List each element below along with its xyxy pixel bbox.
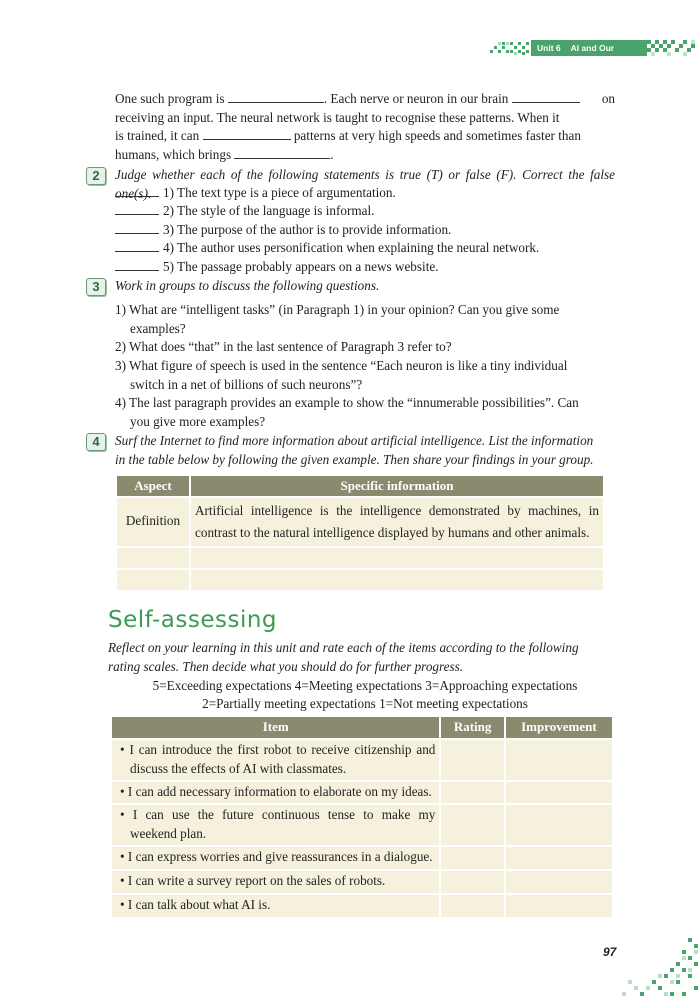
aspect-cell: Definition [116,497,190,547]
improvement-cell[interactable] [505,870,613,894]
assessment-item: • I can talk about what AI is. [111,894,440,918]
aspect-cell-empty[interactable] [116,569,190,591]
info-cell-empty[interactable] [190,547,604,569]
unit-title: AI and Our Future [537,43,615,69]
discussion-question: 2) What does “that” in the last sentence of Paragraph 3 refer to? [115,339,452,354]
assessment-item: • I can introduce the first robot to receive citizenship and discuss the effects of AI with classmates. [111,739,440,781]
column-header-improvement: Improvement [505,716,613,739]
answer-blank[interactable] [115,240,159,252]
header-pixel-decoration [488,40,532,56]
rating-cell[interactable] [440,870,504,894]
column-header-aspect: Aspect [116,475,190,497]
fill-blank[interactable] [228,90,324,103]
discussion-question: 3) What figure of speech is used in the sentence “Each neuron is like a tiny individual switch in a net of billions of such neurons”? [115,358,568,392]
tf-item: 2) The style of the language is informal. [115,202,374,221]
discussion-question: 4) The last paragraph provides an example to show the “innumerable possibilities”. Can you give more examples? [115,395,579,429]
improvement-cell[interactable] [505,781,613,804]
column-header-rating: Rating [440,716,504,739]
column-header-specific-info: Specific information [190,475,604,497]
info-cell: Artificial intelligence is the intelligence demonstrated by machines, in contrast to the natural intelligence displayed by humans and other animals. [190,497,604,547]
q4-instruction: Surf the Internet to find more information about artificial intelligence. List the information in the table below by following the given example. Then share your findings in your group. [115,433,594,467]
rating-cell[interactable] [440,739,504,781]
fill-blank[interactable] [512,90,580,103]
answer-blank[interactable] [115,203,159,215]
answer-blank[interactable] [115,259,159,271]
question-number-3: 3 [86,278,106,296]
assessment-item: • I can express worries and give reassurances in a dialogue. [111,846,440,870]
rating-scale-line-2: 2=Partially meeting expectations 1=Not meeting expectations [202,696,528,711]
rating-cell[interactable] [440,804,504,846]
answer-blank[interactable] [115,222,159,234]
info-cell-empty[interactable] [190,569,604,591]
aspect-cell-empty[interactable] [116,547,190,569]
footer-pixel-decoration [618,936,700,996]
question-number-2: 2 [86,167,106,185]
improvement-cell[interactable] [505,846,613,870]
q3-instruction: Work in groups to discuss the following questions. [115,278,380,293]
ai-info-table [115,474,605,592]
rating-scale-line-1: 5=Exceeding expectations 4=Meeting expectations 3=Approaching expectations [152,678,578,693]
fill-blank[interactable] [234,146,330,159]
page-number: 97 [603,945,617,959]
assessment-item: • I can add necessary information to elaborate on my ideas. [111,781,440,804]
improvement-cell[interactable] [505,894,613,918]
tf-item: 5) The passage probably appears on a news website. [115,258,439,277]
assessment-item: • I can use the future continuous tense to make my weekend plan. [111,804,440,846]
q2-instruction: Judge whether each of the following statements is true (T) or false (F). Correct the false one(s). [115,167,615,201]
rating-cell[interactable] [440,781,504,804]
assessment-item: • I can write a survey report on the sales of robots. [111,870,440,894]
passage-line-4: humans, which brings . [115,147,334,162]
self-assessing-title: Self-assessing [108,607,278,633]
discussion-question: 1) What are “intelligent tasks” (in Paragraph 1) in your opinion? Can you give some examples? [115,302,560,336]
tf-item: 1) The text type is a piece of argumentation. [115,184,396,203]
tf-item: 3) The purpose of the author is to provide information. [115,221,451,240]
self-assessment-table [110,715,614,919]
passage-line-1: One such program is . Each nerve or neuron in our brain on [115,91,615,106]
tf-item: 4) The author uses personification when explaining the neural network. [115,239,539,258]
fill-blank[interactable] [203,127,291,140]
answer-blank[interactable] [115,185,159,197]
rating-cell[interactable] [440,846,504,870]
improvement-cell[interactable] [505,739,613,781]
passage-line-3: is trained, it can patterns at very high speeds and sometimes faster than [115,128,581,143]
unit-label: Unit 6 [537,43,561,53]
passage-line-2: receiving an input. The neural network is taught to recognise these patterns. When it [115,110,560,125]
column-header-item: Item [111,716,440,739]
improvement-cell[interactable] [505,804,613,846]
question-number-4: 4 [86,433,106,451]
self-assessing-instruction: Reflect on your learning in this unit and rate each of the items according to the following rating scales. Then decide what you should do for further progress. [108,640,579,674]
header-pixel-decoration-right [647,40,697,56]
unit-header-bar [531,40,647,69]
rating-cell[interactable] [440,894,504,918]
